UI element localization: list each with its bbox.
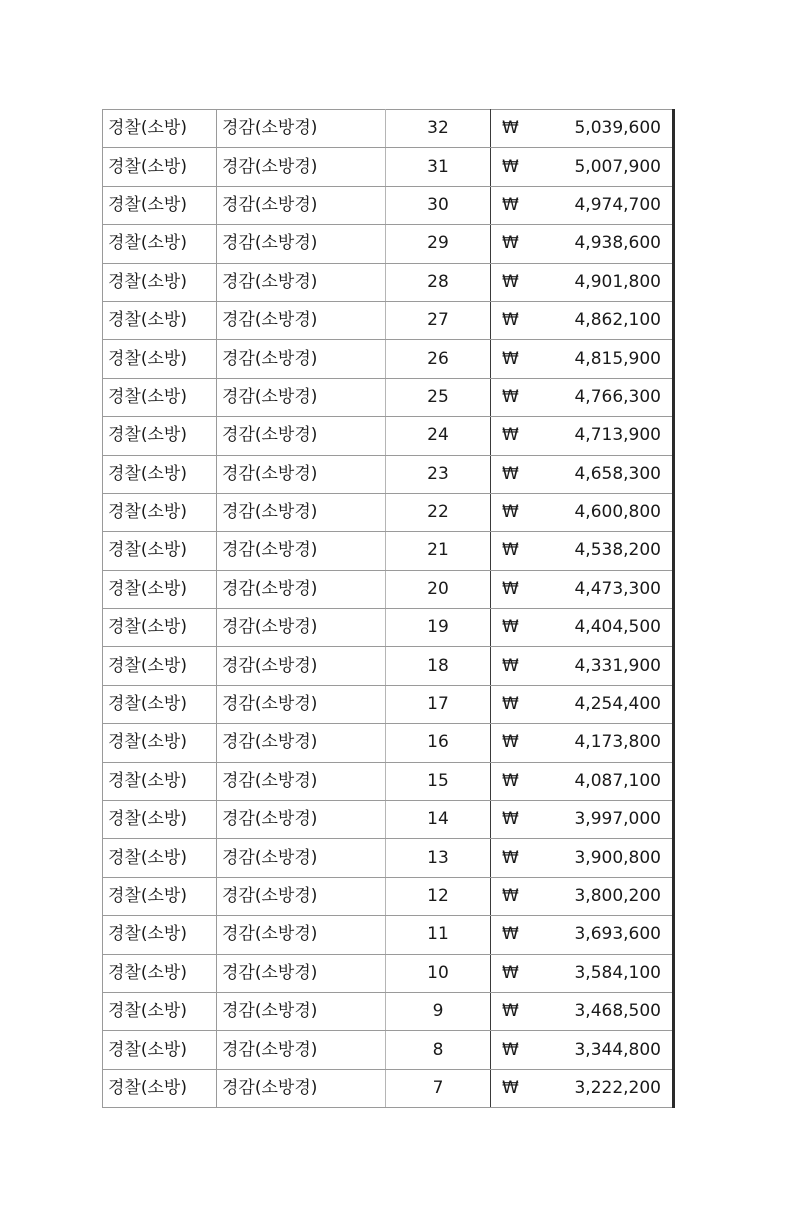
- rank-cell[interactable]: 경감(소방경): [217, 148, 386, 186]
- organization-cell[interactable]: 경찰(소방): [103, 417, 217, 455]
- step-cell[interactable]: 30: [386, 186, 491, 224]
- organization-cell[interactable]: 경찰(소방): [103, 724, 217, 762]
- table-row: [103, 839, 674, 877]
- amount-cell[interactable]: 3,997,000: [531, 801, 674, 839]
- won-currency-icon[interactable]: ₩: [491, 685, 531, 723]
- rank-cell[interactable]: 경감(소방경): [217, 916, 386, 954]
- table-row: [103, 455, 674, 493]
- table-row: [103, 1069, 674, 1107]
- step-cell[interactable]: 17: [386, 685, 491, 723]
- table-row: [103, 532, 674, 570]
- table-row: [103, 340, 674, 378]
- rank-cell[interactable]: 경감(소방경): [217, 992, 386, 1030]
- rank-cell[interactable]: 경감(소방경): [217, 801, 386, 839]
- organization-cell[interactable]: 경찰(소방): [103, 609, 217, 647]
- table-row: [103, 916, 674, 954]
- amount-cell[interactable]: 4,901,800: [531, 263, 674, 301]
- won-currency-icon[interactable]: ₩: [491, 762, 531, 800]
- amount-cell[interactable]: 3,800,200: [531, 877, 674, 915]
- table-row: [103, 609, 674, 647]
- step-cell[interactable]: 7: [386, 1069, 491, 1107]
- organization-cell[interactable]: 경찰(소방): [103, 762, 217, 800]
- pay-table-body: [103, 110, 674, 1108]
- table-row: [103, 417, 674, 455]
- step-cell[interactable]: 31: [386, 148, 491, 186]
- rank-cell[interactable]: 경감(소방경): [217, 839, 386, 877]
- organization-cell[interactable]: 경찰(소방): [103, 148, 217, 186]
- table-row: [103, 301, 674, 339]
- table-row: [103, 570, 674, 608]
- step-cell[interactable]: 22: [386, 493, 491, 531]
- won-currency-icon[interactable]: ₩: [491, 609, 531, 647]
- rank-cell[interactable]: 경감(소방경): [217, 340, 386, 378]
- organization-cell[interactable]: 경찰(소방): [103, 263, 217, 301]
- rank-cell[interactable]: 경감(소방경): [217, 417, 386, 455]
- amount-cell[interactable]: 4,938,600: [531, 225, 674, 263]
- organization-cell[interactable]: 경찰(소방): [103, 110, 217, 148]
- rank-cell[interactable]: 경감(소방경): [217, 1069, 386, 1107]
- won-currency-icon[interactable]: ₩: [491, 724, 531, 762]
- amount-cell[interactable]: 4,815,900: [531, 340, 674, 378]
- rank-cell[interactable]: 경감(소방경): [217, 954, 386, 992]
- amount-cell[interactable]: 5,007,900: [531, 148, 674, 186]
- table-row: [103, 647, 674, 685]
- step-cell[interactable]: 29: [386, 225, 491, 263]
- amount-cell[interactable]: 3,344,800: [531, 1031, 674, 1069]
- step-cell[interactable]: 25: [386, 378, 491, 416]
- won-currency-icon[interactable]: ₩: [491, 1069, 531, 1107]
- won-currency-icon[interactable]: ₩: [491, 877, 531, 915]
- rank-cell[interactable]: 경감(소방경): [217, 609, 386, 647]
- organization-cell[interactable]: 경찰(소방): [103, 493, 217, 531]
- rank-cell[interactable]: 경감(소방경): [217, 877, 386, 915]
- won-currency-icon[interactable]: ₩: [491, 839, 531, 877]
- organization-cell[interactable]: 경찰(소방): [103, 570, 217, 608]
- won-currency-icon[interactable]: ₩: [491, 263, 531, 301]
- table-row: [103, 186, 674, 224]
- step-cell[interactable]: 8: [386, 1031, 491, 1069]
- won-currency-icon[interactable]: ₩: [491, 801, 531, 839]
- table-row: [103, 762, 674, 800]
- amount-cell[interactable]: 4,713,900: [531, 417, 674, 455]
- table-row: [103, 877, 674, 915]
- amount-cell[interactable]: 4,862,100: [531, 301, 674, 339]
- won-currency-icon[interactable]: ₩: [491, 992, 531, 1030]
- organization-cell[interactable]: 경찰(소방): [103, 801, 217, 839]
- won-currency-icon[interactable]: ₩: [491, 110, 531, 148]
- organization-cell[interactable]: 경찰(소방): [103, 340, 217, 378]
- step-cell[interactable]: 14: [386, 801, 491, 839]
- amount-cell[interactable]: 4,974,700: [531, 186, 674, 224]
- organization-cell[interactable]: 경찰(소방): [103, 954, 217, 992]
- organization-cell[interactable]: 경찰(소방): [103, 877, 217, 915]
- rank-cell[interactable]: 경감(소방경): [217, 532, 386, 570]
- rank-cell[interactable]: 경감(소방경): [217, 455, 386, 493]
- rank-cell[interactable]: 경감(소방경): [217, 263, 386, 301]
- step-cell[interactable]: 21: [386, 532, 491, 570]
- won-currency-icon[interactable]: ₩: [491, 340, 531, 378]
- organization-cell[interactable]: 경찰(소방): [103, 301, 217, 339]
- table-row: [103, 225, 674, 263]
- step-cell[interactable]: 15: [386, 762, 491, 800]
- rank-cell[interactable]: 경감(소방경): [217, 186, 386, 224]
- amount-cell[interactable]: 4,538,200: [531, 532, 674, 570]
- amount-cell[interactable]: 3,468,500: [531, 992, 674, 1030]
- rank-cell[interactable]: 경감(소방경): [217, 225, 386, 263]
- amount-cell[interactable]: 4,331,900: [531, 647, 674, 685]
- won-currency-icon[interactable]: ₩: [491, 301, 531, 339]
- table-row: [103, 801, 674, 839]
- step-cell[interactable]: 32: [386, 110, 491, 148]
- table-row: [103, 992, 674, 1030]
- table-row: [103, 110, 674, 148]
- table-row: [103, 724, 674, 762]
- rank-cell[interactable]: 경감(소방경): [217, 1031, 386, 1069]
- won-currency-icon[interactable]: ₩: [491, 148, 531, 186]
- table-row: [103, 954, 674, 992]
- rank-cell[interactable]: 경감(소방경): [217, 685, 386, 723]
- amount-cell[interactable]: 4,404,500: [531, 609, 674, 647]
- table-row: [103, 263, 674, 301]
- step-cell[interactable]: 13: [386, 839, 491, 877]
- rank-cell[interactable]: 경감(소방경): [217, 378, 386, 416]
- amount-cell[interactable]: 4,087,100: [531, 762, 674, 800]
- rank-cell[interactable]: 경감(소방경): [217, 724, 386, 762]
- won-currency-icon[interactable]: ₩: [491, 455, 531, 493]
- step-cell[interactable]: 23: [386, 455, 491, 493]
- amount-cell[interactable]: 4,600,800: [531, 493, 674, 531]
- step-cell[interactable]: 11: [386, 916, 491, 954]
- step-cell[interactable]: 24: [386, 417, 491, 455]
- won-currency-icon[interactable]: ₩: [491, 532, 531, 570]
- spreadsheet-page: [102, 109, 673, 1108]
- won-currency-icon[interactable]: ₩: [491, 493, 531, 531]
- table-row: [103, 1031, 674, 1069]
- step-cell[interactable]: 9: [386, 992, 491, 1030]
- step-cell[interactable]: 18: [386, 647, 491, 685]
- won-currency-icon[interactable]: ₩: [491, 1031, 531, 1069]
- won-currency-icon[interactable]: ₩: [491, 186, 531, 224]
- step-cell[interactable]: 19: [386, 609, 491, 647]
- organization-cell[interactable]: 경찰(소방): [103, 378, 217, 416]
- organization-cell[interactable]: 경찰(소방): [103, 532, 217, 570]
- organization-cell[interactable]: 경찰(소방): [103, 225, 217, 263]
- won-currency-icon[interactable]: ₩: [491, 417, 531, 455]
- amount-cell[interactable]: 4,254,400: [531, 685, 674, 723]
- step-cell[interactable]: 12: [386, 877, 491, 915]
- amount-cell[interactable]: 4,658,300: [531, 455, 674, 493]
- step-cell[interactable]: 10: [386, 954, 491, 992]
- organization-cell[interactable]: 경찰(소방): [103, 839, 217, 877]
- organization-cell[interactable]: 경찰(소방): [103, 647, 217, 685]
- rank-cell[interactable]: 경감(소방경): [217, 762, 386, 800]
- table-row: [103, 685, 674, 723]
- step-cell[interactable]: 26: [386, 340, 491, 378]
- amount-cell[interactable]: 3,222,200: [531, 1069, 674, 1107]
- amount-cell[interactable]: 4,473,300: [531, 570, 674, 608]
- won-currency-icon[interactable]: ₩: [491, 647, 531, 685]
- won-currency-icon[interactable]: ₩: [491, 954, 531, 992]
- step-cell[interactable]: 27: [386, 301, 491, 339]
- rank-cell[interactable]: 경감(소방경): [217, 493, 386, 531]
- table-row: [103, 148, 674, 186]
- rank-cell[interactable]: 경감(소방경): [217, 301, 386, 339]
- organization-cell[interactable]: 경찰(소방): [103, 186, 217, 224]
- organization-cell[interactable]: 경찰(소방): [103, 455, 217, 493]
- amount-cell[interactable]: 3,900,800: [531, 839, 674, 877]
- amount-cell[interactable]: 4,173,800: [531, 724, 674, 762]
- step-cell[interactable]: 20: [386, 570, 491, 608]
- step-cell[interactable]: 16: [386, 724, 491, 762]
- pay-scale-table: [102, 109, 675, 1108]
- won-currency-icon[interactable]: ₩: [491, 916, 531, 954]
- won-currency-icon[interactable]: ₩: [491, 225, 531, 263]
- won-currency-icon[interactable]: ₩: [491, 378, 531, 416]
- amount-cell[interactable]: 5,039,600: [531, 110, 674, 148]
- table-row: [103, 493, 674, 531]
- amount-cell[interactable]: 3,693,600: [531, 916, 674, 954]
- won-currency-icon[interactable]: ₩: [491, 570, 531, 608]
- amount-cell[interactable]: 4,766,300: [531, 378, 674, 416]
- rank-cell[interactable]: 경감(소방경): [217, 570, 386, 608]
- rank-cell[interactable]: 경감(소방경): [217, 110, 386, 148]
- organization-cell[interactable]: 경찰(소방): [103, 992, 217, 1030]
- organization-cell[interactable]: 경찰(소방): [103, 916, 217, 954]
- organization-cell[interactable]: 경찰(소방): [103, 1069, 217, 1107]
- organization-cell[interactable]: 경찰(소방): [103, 685, 217, 723]
- amount-cell[interactable]: 3,584,100: [531, 954, 674, 992]
- rank-cell[interactable]: 경감(소방경): [217, 647, 386, 685]
- step-cell[interactable]: 28: [386, 263, 491, 301]
- table-row: [103, 378, 674, 416]
- organization-cell[interactable]: 경찰(소방): [103, 1031, 217, 1069]
